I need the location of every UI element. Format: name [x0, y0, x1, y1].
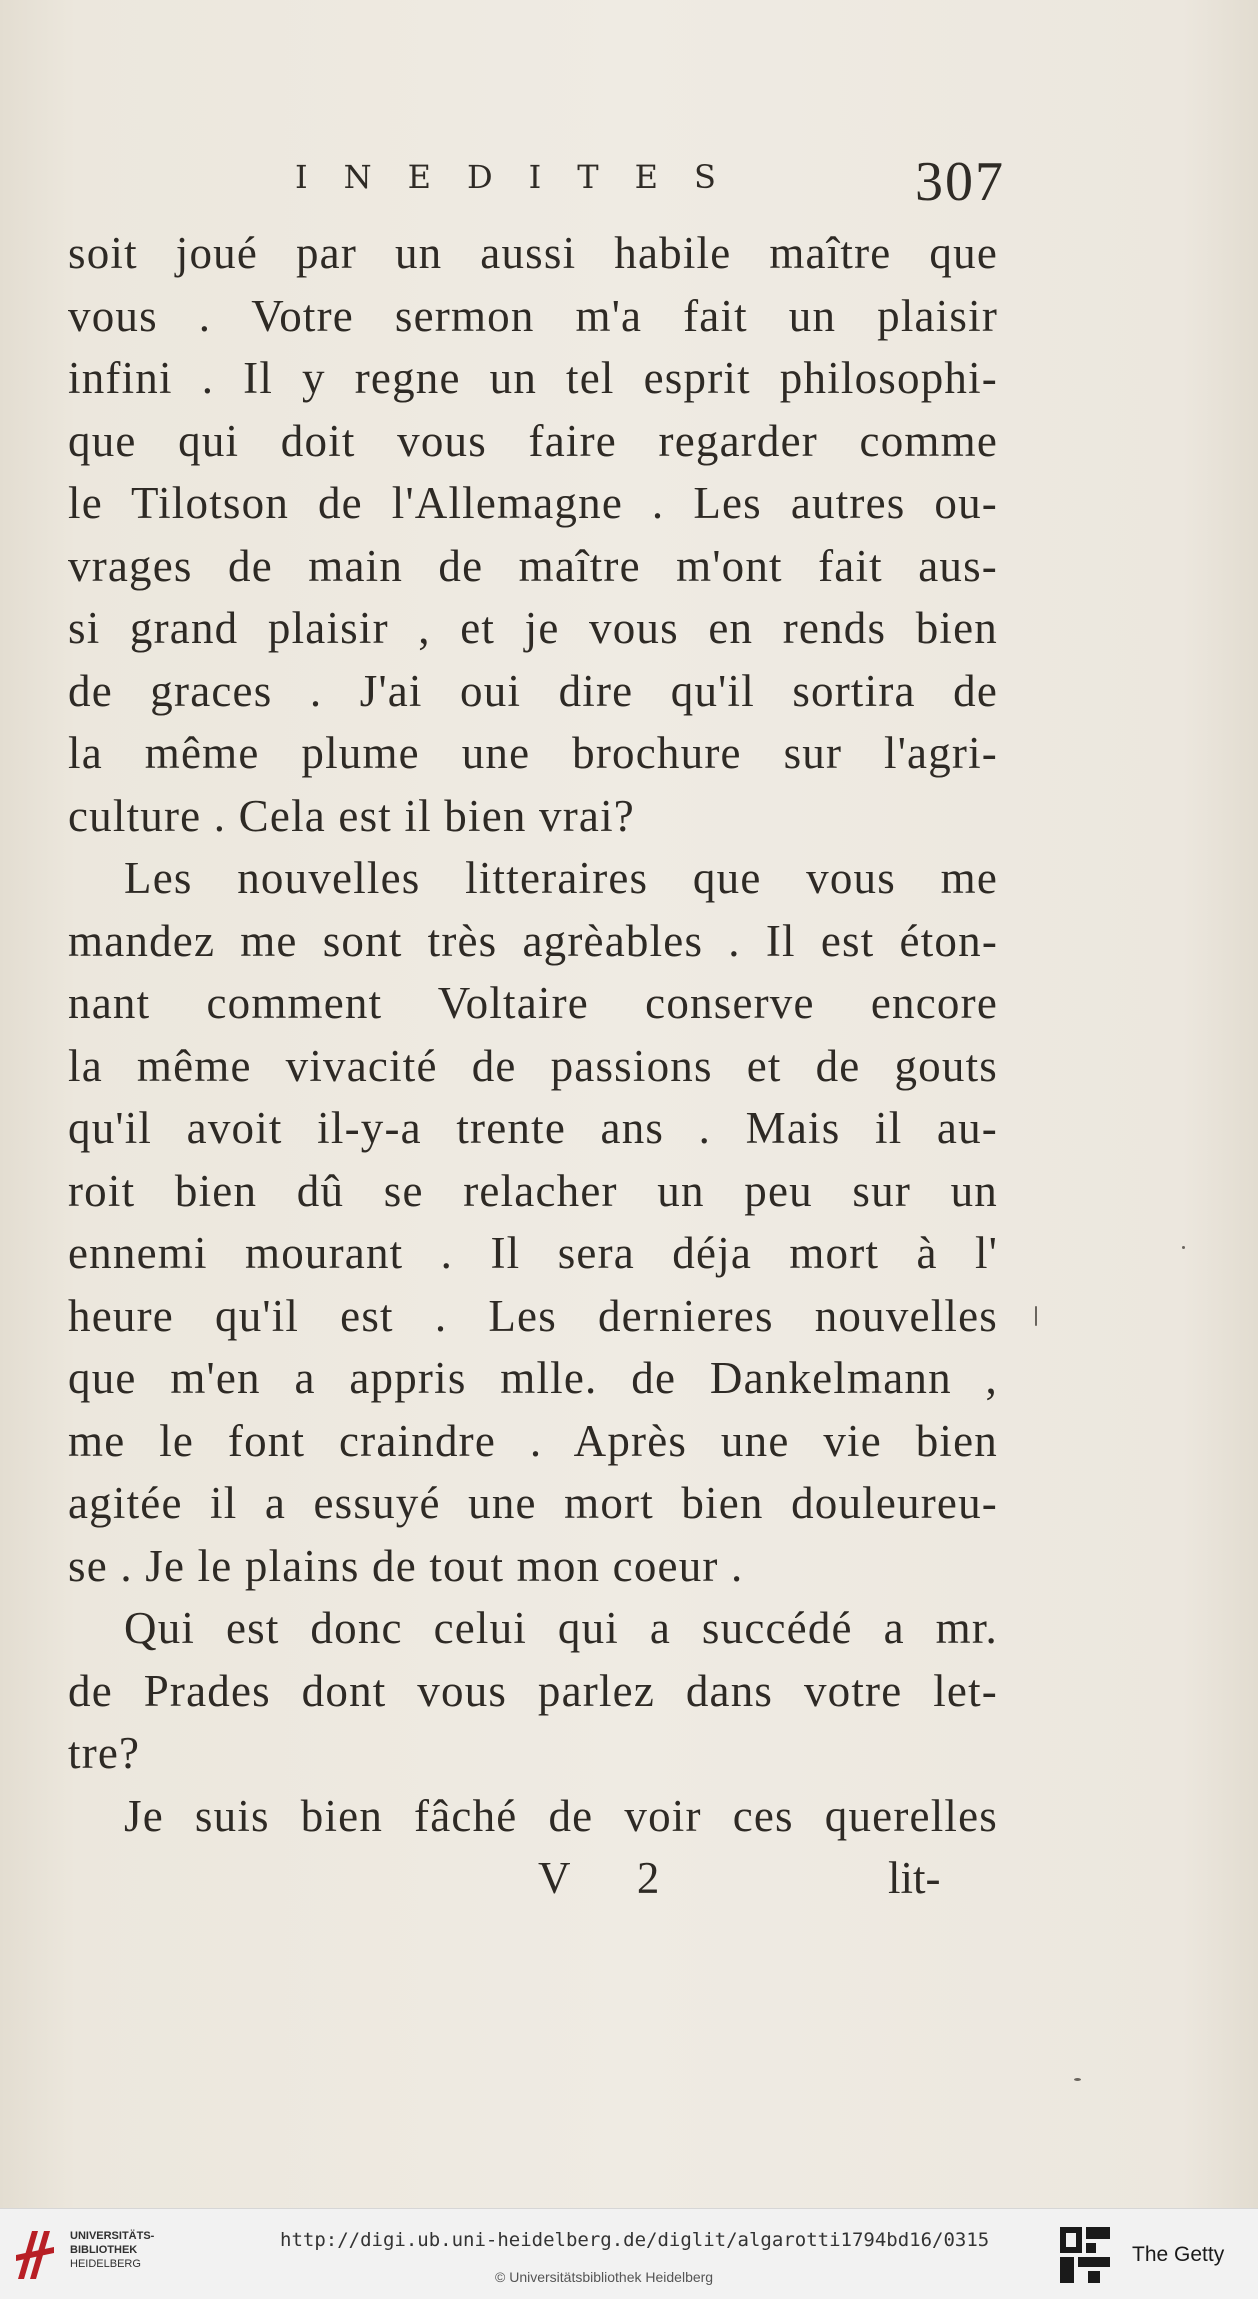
body-text [68, 222, 998, 1847]
text-line: Les nouvelles litteraires que vous me [124, 853, 998, 903]
library-name-line: HEIDELBERG [70, 2258, 141, 2270]
text-line: que qui doit vous faire regarder comme [68, 415, 998, 466]
signature-line [0, 1852, 1258, 1912]
text-line: infini . Il y regne un tel esprit philosophi- [68, 353, 998, 403]
copyright-notice: © Universitätsbibliothek Heidelberg [495, 2269, 714, 2285]
text-line: vous . Votre sermon m'a fait un plaisir [68, 290, 998, 341]
text-line: si grand plaisir , et je vous en rends bien [68, 603, 998, 653]
text-line: soit joué par un aussi habile maître que [68, 228, 998, 278]
text-line: la même plume une brochure sur l'agri- [68, 728, 998, 778]
text-line: culture . Cela est il bien vrai? [68, 790, 635, 841]
text-line: qu'il avoit il-y-a trente ans . Mais il au- [68, 1103, 998, 1153]
catchword: lit- [888, 1853, 941, 1903]
text-line: agitée il a essuyé une mort bien douleureu- [68, 1478, 998, 1528]
text-line: le Tilotson de l'Allemagne . Les autres ou- [68, 478, 998, 528]
page-number: 307 [915, 151, 1005, 213]
paper-speck [1182, 1246, 1185, 1249]
text-line: de Prades dont vous parlez dans votre let- [68, 1665, 998, 1716]
library-name-line: UNIVERSITÄTS- [70, 2230, 155, 2242]
footer-bar [0, 2208, 1258, 2299]
text-line: vrages de main de maître m'ont fait aus- [68, 540, 998, 591]
text-line: que m'en a appris mlle. de Dankelmann , [68, 1353, 998, 1403]
running-title: INEDITES [295, 158, 752, 196]
text-line: mandez me sont très agrèables . Il est éton- [68, 915, 998, 966]
text-line: de graces . J'ai oui dire qu'il sortira de [68, 665, 998, 716]
signature-mark: V 2 [538, 1853, 688, 1903]
text-line: me le font craindre . Après une vie bien [68, 1415, 998, 1466]
library-name-line: BIBLIOTHEK [70, 2244, 138, 2256]
source-url-link[interactable]: http://digi.ub.uni-heidelberg.de/diglit/algarotti1794bd16/0315 [280, 2229, 990, 2251]
running-head [295, 150, 1005, 213]
text-line: ennemi mourant . Il sera déja mort à l' [68, 1228, 998, 1278]
library-name [70, 2229, 154, 2271]
getty-label: The Getty [1132, 2243, 1225, 2266]
getty-logo-icon [1058, 2225, 1112, 2285]
text-line: Je suis bien fâché de voir ces querelles [124, 1790, 998, 1841]
university-library-logo-icon [14, 2225, 56, 2285]
text-line: se . Je le plains de tout mon coeur . [68, 1540, 744, 1591]
text-line: tre? [68, 1728, 141, 1778]
paper-speck [1035, 1306, 1037, 1326]
text-line: Qui est donc celui qui a succédé a mr. [124, 1603, 998, 1653]
text-line: la même vivacité de passions et de gouts [68, 1040, 998, 1091]
paper-speck [1074, 2078, 1081, 2081]
text-line: roit bien dû se relacher un peu sur un [68, 1165, 998, 1216]
text-line: nant comment Voltaire conserve encore [68, 978, 998, 1028]
text-line: heure qu'il est . Les dernieres nouvelles [68, 1290, 998, 1341]
